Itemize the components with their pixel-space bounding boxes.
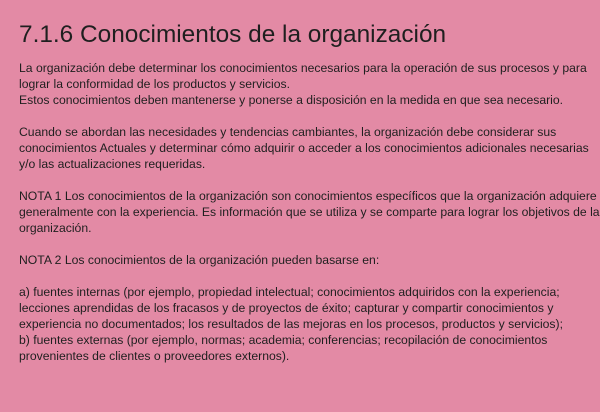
note-1-paragraph	[19, 188, 600, 236]
text-line: y/o las actualizaciones requeridas.	[19, 157, 206, 171]
text-line: generalmente con la experiencia. Es información que se utiliza y se comparte para lograr los objetivos de la	[19, 205, 600, 219]
text-line: provenientes de clientes o proveedores externos).	[19, 349, 290, 363]
text-line: organización.	[19, 221, 92, 235]
text-line: conocimientos Actuales y determinar cómo adquirir o acceder a los conocimientos adicionales necesarias	[19, 141, 589, 155]
text-line: b) fuentes externas (por ejemplo, normas; academia; conferencias; recopilación de conocimientos	[19, 333, 548, 347]
text-line: experiencia no documentados; los resultados de las mejoras en los procesos, productos y servicios);	[19, 317, 563, 331]
section-heading: 7.1.6 Conocimientos de la organización	[19, 21, 447, 48]
knowledge-sources-paragraph	[19, 284, 582, 364]
text-line: NOTA 2 Los conocimientos de la organización pueden basarse en:	[19, 253, 380, 267]
considerations-paragraph	[19, 124, 589, 172]
text-line: NOTA 1 Los conocimientos de la organización son conocimientos específicos que la organización adquiere	[19, 189, 597, 203]
text-line: Cuando se abordan las necesidades y tendencias cambiantes, la organización debe considerar sus	[19, 125, 557, 139]
requirements-paragraph	[19, 60, 587, 108]
text-line: a) fuentes internas (por ejemplo, propiedad intelectual; conocimientos adquiridos con la experiencia;	[19, 285, 560, 299]
text-line: La organización debe determinar los conocimientos necesarios para la operación de sus procesos y para	[19, 61, 587, 75]
text-line: lograr la conformidad de los productos y servicios.	[19, 77, 290, 91]
note-2-paragraph	[19, 252, 582, 268]
text-line: Estos conocimientos deben mantenerse y ponerse a disposición en la medida en que sea necesario.	[19, 93, 564, 107]
text-line: lecciones aprendidas de los fracasos y de proyectos de éxito; capturar y compartir conocimientos y	[19, 301, 554, 315]
